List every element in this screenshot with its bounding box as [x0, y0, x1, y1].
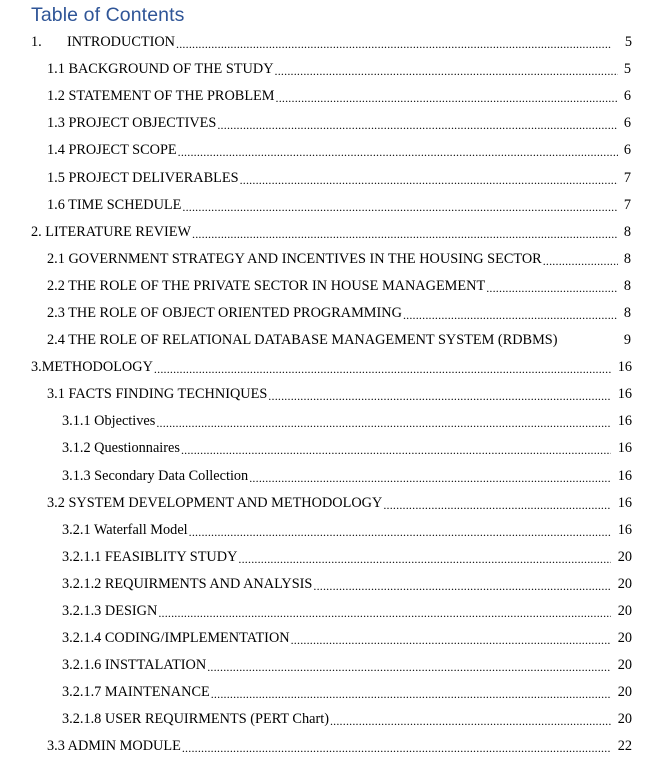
toc-entry-label[interactable]: 3.1.2 Questionnaires — [62, 440, 180, 457]
dot-leader — [330, 714, 611, 729]
dot-leader — [154, 362, 611, 377]
toc-entry-page[interactable]: 20 — [617, 711, 632, 728]
toc-entry-label[interactable]: 2.4 THE ROLE OF RELATIONAL DATABASE MANAGEMENT SYSTEM (RDBMS) — [47, 332, 558, 349]
toc-entry[interactable] — [0, 490, 663, 517]
toc-entry-label[interactable]: 3.1 FACTS FINDING TECHNIQUES — [47, 386, 268, 403]
toc-entry[interactable] — [0, 571, 663, 598]
dot-leader — [249, 471, 611, 486]
dot-leader — [276, 91, 619, 106]
dot-leader — [275, 64, 618, 79]
toc-entry-text: INTRODUCTION — [67, 34, 176, 51]
toc-entry[interactable] — [0, 137, 663, 164]
toc-entry[interactable] — [0, 164, 663, 191]
toc-entry-page[interactable]: 20 — [617, 548, 632, 565]
dot-leader — [192, 227, 618, 242]
toc-entry-page[interactable]: 16 — [617, 521, 632, 538]
toc-entry[interactable] — [0, 544, 663, 571]
dot-leader — [182, 200, 618, 215]
toc-entry-page[interactable]: 7 — [623, 196, 631, 213]
dot-leader — [217, 118, 618, 133]
toc-entry-label[interactable]: 3.2.1.6 INSTTALATION — [62, 657, 207, 674]
toc-entry-page[interactable]: 16 — [617, 440, 632, 457]
toc-entry-page[interactable]: 8 — [623, 277, 631, 294]
toc-entry-page[interactable]: 5 — [624, 34, 632, 51]
toc-entry[interactable] — [0, 435, 663, 462]
dot-leader — [486, 281, 618, 296]
toc-entry-page[interactable]: 6 — [623, 115, 631, 132]
dot-leader — [240, 173, 618, 188]
dot-leader — [403, 308, 618, 323]
toc-entry[interactable] — [0, 679, 663, 706]
toc-entry-page[interactable]: 6 — [623, 142, 631, 159]
toc-entry[interactable] — [0, 300, 663, 327]
toc-entry[interactable] — [0, 408, 663, 435]
toc-entry-label[interactable]: 3.3 ADMIN MODULE — [47, 738, 181, 755]
toc-entry-label[interactable]: 3.1.1 Objectives — [62, 413, 156, 430]
toc-entry-label[interactable]: 2. LITERATURE REVIEW — [31, 223, 192, 240]
dot-leader — [176, 37, 611, 52]
dot-leader — [182, 741, 611, 756]
toc-entry[interactable] — [0, 83, 663, 110]
toc-entry-page[interactable]: 20 — [617, 684, 632, 701]
dot-leader — [178, 145, 618, 160]
toc-entry-label[interactable]: 2.3 THE ROLE OF OBJECT ORIENTED PROGRAMMING — [47, 304, 402, 321]
toc-entry-page[interactable]: 8 — [623, 304, 631, 321]
toc-entry[interactable] — [0, 706, 663, 733]
dot-leader — [383, 498, 611, 513]
dot-leader — [211, 687, 611, 702]
toc-entry-label[interactable]: 3.2.1.1 FEASIBLITY STUDY — [62, 548, 238, 565]
toc-entry-introduction[interactable] — [0, 29, 663, 56]
dot-leader — [313, 579, 611, 594]
toc-entry-page[interactable]: 16 — [617, 467, 632, 484]
toc-entry-page[interactable]: 20 — [617, 603, 632, 620]
toc-entry-label[interactable]: 1.5 PROJECT DELIVERABLES — [47, 169, 239, 186]
dot-leader — [189, 525, 611, 540]
toc-entry[interactable] — [0, 219, 663, 246]
toc-entry[interactable] — [0, 192, 663, 219]
toc-entry-page[interactable]: 8 — [623, 250, 631, 267]
toc-entry-page[interactable]: 5 — [623, 61, 631, 78]
toc-entry[interactable] — [0, 733, 663, 760]
toc-entry-page[interactable]: 8 — [623, 223, 631, 240]
toc-entry-label[interactable]: 1.6 TIME SCHEDULE — [47, 196, 182, 213]
toc-entry-label[interactable]: 3.2.1.7 MAINTENANCE — [62, 684, 210, 701]
toc-entry[interactable] — [0, 110, 663, 137]
toc-entry-page[interactable]: 20 — [617, 575, 632, 592]
dot-leader — [158, 606, 611, 621]
toc-title: Table of Contents — [31, 4, 185, 26]
toc-entry-page[interactable]: 9 — [623, 332, 631, 349]
toc-entry[interactable] — [0, 517, 663, 544]
toc-entry-page[interactable]: 7 — [623, 169, 631, 186]
toc-entry-page[interactable]: 16 — [617, 359, 632, 376]
toc-entry-label[interactable]: 1.4 PROJECT SCOPE — [47, 142, 177, 159]
toc-entry-label[interactable]: 2.2 THE ROLE OF THE PRIVATE SECTOR IN HOUSE MANAGEMENT — [47, 277, 486, 294]
dot-leader — [268, 389, 611, 404]
toc-entry[interactable] — [0, 463, 663, 490]
toc-entry-page[interactable]: 6 — [623, 88, 631, 105]
toc-entry-label[interactable]: 3.2 SYSTEM DEVELOPMENT AND METHODOLOGY — [47, 494, 383, 511]
dot-leader — [207, 660, 611, 675]
toc-entry[interactable] — [0, 327, 663, 354]
toc-entry[interactable] — [0, 381, 663, 408]
toc-entry-label[interactable]: 1.2 STATEMENT OF THE PROBLEM — [47, 88, 275, 105]
toc-entry-label[interactable]: 3.METHODOLOGY — [31, 359, 153, 376]
dot-leader — [291, 633, 611, 648]
toc-entry[interactable] — [0, 246, 663, 273]
toc-entry-label[interactable]: 3.1.3 Secondary Data Collection — [62, 467, 249, 484]
toc-entry[interactable] — [0, 625, 663, 652]
dot-leader — [543, 254, 618, 269]
toc-entry-page[interactable]: 16 — [617, 386, 632, 403]
toc-entry-page[interactable]: 22 — [617, 738, 632, 755]
toc-entry-page[interactable]: 20 — [617, 630, 632, 647]
toc-entry-label[interactable]: 1.1 BACKGROUND OF THE STUDY — [47, 61, 274, 78]
toc-entry[interactable] — [0, 273, 663, 300]
toc-list — [0, 29, 663, 761]
toc-entry[interactable] — [0, 652, 663, 679]
toc-entry-page[interactable]: 16 — [617, 494, 632, 511]
toc-entry-number: 1. — [31, 34, 42, 51]
dot-leader — [156, 416, 611, 431]
toc-entry-page[interactable]: 16 — [617, 413, 632, 430]
toc-entry-label[interactable]: 3.2.1.3 DESIGN — [62, 603, 158, 620]
toc-entry-label[interactable]: 2.1 GOVERNMENT STRATEGY AND INCENTIVES IN THE HOUSING SECTOR — [47, 250, 542, 267]
toc-entry-label[interactable]: 3.2.1 Waterfall Model — [62, 521, 188, 538]
toc-entry[interactable] — [0, 56, 663, 83]
toc-entry-label[interactable]: 3.2.1.8 USER REQUIRMENTS (PERT Chart) — [62, 711, 329, 728]
toc-entry-label[interactable]: 1.3 PROJECT OBJECTIVES — [47, 115, 217, 132]
toc-entry-page[interactable]: 20 — [617, 657, 632, 674]
dot-leader — [238, 552, 611, 567]
toc-entry[interactable] — [0, 598, 663, 625]
toc-entry-label[interactable]: 3.2.1.2 REQUIRMENTS AND ANALYSIS — [62, 575, 313, 592]
toc-entry-label[interactable]: 3.2.1.4 CODING/IMPLEMENTATION — [62, 630, 290, 647]
toc-entry-label[interactable] — [31, 34, 175, 51]
toc-entry[interactable] — [0, 354, 663, 381]
dot-leader — [181, 443, 611, 458]
